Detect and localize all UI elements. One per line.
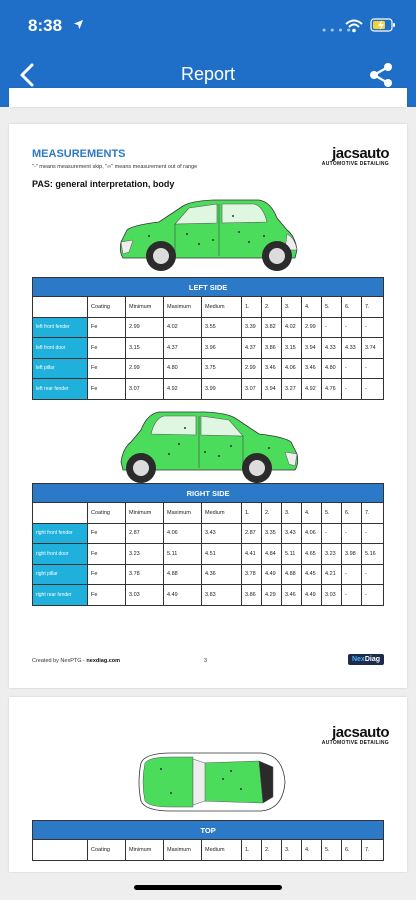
table-cell: 3.94 — [262, 379, 282, 400]
table-cell: 3.35 — [262, 523, 282, 544]
table-cell: 4.02 — [282, 317, 302, 338]
column-header: 6. — [342, 297, 362, 318]
table-cell: - — [322, 523, 342, 544]
table-cell: - — [362, 523, 384, 544]
column-header: 1. — [242, 297, 262, 318]
table-cell: 5.16 — [362, 544, 384, 565]
table-cell: Fe — [88, 338, 126, 359]
table-cell: 4.65 — [302, 544, 322, 565]
measurements-heading: MEASUREMENTS — [32, 148, 126, 160]
table-cell: 3.83 — [202, 585, 242, 606]
table-row — [33, 379, 384, 400]
column-header: 4. — [302, 840, 322, 861]
column-header: 3. — [282, 297, 302, 318]
table-cell: - — [342, 379, 362, 400]
column-header — [33, 503, 88, 524]
table-cell: 3.15 — [282, 338, 302, 359]
table-cell: 3.94 — [302, 338, 322, 359]
table-cell: 3.23 — [322, 544, 342, 565]
table-cell: 4.88 — [164, 564, 202, 585]
table-row — [33, 544, 384, 565]
table-cell: Fe — [88, 317, 126, 338]
left-side-title: LEFT SIDE — [33, 278, 384, 297]
table-cell: 3.39 — [242, 317, 262, 338]
table-cell: - — [342, 523, 362, 544]
table-cell: 3.46 — [282, 585, 302, 606]
table-cell: 4.36 — [202, 564, 242, 585]
table-cell: 3.43 — [282, 523, 302, 544]
table-cell: 4.45 — [302, 564, 322, 585]
table-row — [33, 564, 384, 585]
table-cell: - — [342, 585, 362, 606]
column-header: 5. — [322, 503, 342, 524]
table-cell: 4.06 — [164, 523, 202, 544]
table-cell: 4.80 — [322, 358, 342, 379]
table-cell: - — [322, 317, 342, 338]
column-header: Minimum — [126, 297, 164, 318]
table-cell: 2.87 — [126, 523, 164, 544]
column-header: Coating — [88, 503, 126, 524]
table-cell: 4.02 — [164, 317, 202, 338]
part-name-cell: right front door — [33, 544, 88, 565]
report-page-4 — [9, 697, 407, 872]
part-name-cell: right rear fender — [33, 585, 88, 606]
table-cell: 3.74 — [362, 338, 384, 359]
table-cell: Fe — [88, 544, 126, 565]
column-header — [33, 297, 88, 318]
table-cell: 5.11 — [164, 544, 202, 565]
column-header: 1. — [242, 503, 262, 524]
table-cell: 3.03 — [126, 585, 164, 606]
table-cell: 4.49 — [164, 585, 202, 606]
battery-charging-icon — [370, 18, 396, 32]
table-cell: 3.78 — [126, 564, 164, 585]
table-cell: 3.55 — [202, 317, 242, 338]
table-cell: - — [342, 358, 362, 379]
table-cell: - — [362, 585, 384, 606]
column-header: 7. — [362, 503, 384, 524]
table-cell: 4.06 — [282, 358, 302, 379]
table-cell: 3.15 — [126, 338, 164, 359]
nexdiag-link[interactable]: nexdiag.com — [86, 658, 121, 664]
table-cell: 4.92 — [302, 379, 322, 400]
table-cell: 3.46 — [302, 358, 322, 379]
column-header: 5. — [322, 297, 342, 318]
table-cell: 4.88 — [282, 564, 302, 585]
signal-icon: ● ● ● ● — [322, 27, 352, 34]
table-cell: 4.33 — [342, 338, 362, 359]
column-header: Medium — [202, 840, 242, 861]
table-cell: 4.37 — [164, 338, 202, 359]
table-cell: 3.07 — [242, 379, 262, 400]
column-header: 3. — [282, 840, 302, 861]
table-cell: - — [362, 379, 384, 400]
table-cell: 4.76 — [322, 379, 342, 400]
column-header: Minimum — [126, 840, 164, 861]
table-cell: - — [362, 564, 384, 585]
table-cell: 2.99 — [126, 358, 164, 379]
table-cell: Fe — [88, 564, 126, 585]
car-right-side-diagram — [109, 408, 309, 486]
top-title: TOP — [33, 821, 384, 840]
measurement-note: "-" means measurement skip, "∞" means measurement out of range — [32, 164, 198, 170]
top-table — [32, 820, 384, 861]
table-cell: 3.75 — [202, 358, 242, 379]
table-cell: 4.29 — [262, 585, 282, 606]
right-side-title: RIGHT SIDE — [33, 484, 384, 503]
table-cell: 4.21 — [322, 564, 342, 585]
table-cell: 3.99 — [202, 379, 242, 400]
column-header: 3. — [282, 503, 302, 524]
column-header: 7. — [362, 840, 384, 861]
location-arrow-icon — [73, 19, 84, 30]
table-cell: 3.46 — [262, 358, 282, 379]
car-top-view-diagram — [131, 749, 291, 815]
table-cell: - — [342, 564, 362, 585]
part-name-cell: left pillar — [33, 358, 88, 379]
table-cell: 3.27 — [282, 379, 302, 400]
right-side-table — [32, 483, 384, 606]
table-cell: 2.99 — [126, 317, 164, 338]
table-cell: 4.80 — [164, 358, 202, 379]
table-row — [33, 585, 384, 606]
part-name-cell: left front fender — [33, 317, 88, 338]
table-cell: 4.41 — [242, 544, 262, 565]
column-header: 2. — [262, 503, 282, 524]
table-cell: 4.92 — [164, 379, 202, 400]
previous-page — [9, 88, 407, 107]
table-cell: 4.06 — [302, 523, 322, 544]
page-title: Report — [180, 64, 236, 84]
table-cell: 3.23 — [126, 544, 164, 565]
brand-logo: jacsauto AUTOMOTIVE DETAILING — [321, 724, 389, 746]
page-number: 3 — [204, 658, 208, 664]
table-cell: 4.49 — [302, 585, 322, 606]
table-cell: 5.11 — [282, 544, 302, 565]
car-left-side-diagram — [109, 196, 309, 274]
table-cell: 2.99 — [302, 317, 322, 338]
table-cell: Fe — [88, 585, 126, 606]
home-indicator[interactable] — [134, 885, 282, 890]
table-cell: 2.87 — [242, 523, 262, 544]
column-header: 2. — [262, 840, 282, 861]
table-cell: 3.96 — [202, 338, 242, 359]
column-header: 6. — [342, 840, 362, 861]
column-header: 2. — [262, 297, 282, 318]
left-side-table — [32, 277, 384, 400]
column-header: 4. — [302, 297, 322, 318]
column-header — [33, 840, 88, 861]
column-header: Medium — [202, 297, 242, 318]
table-cell: 4.33 — [322, 338, 342, 359]
table-cell: Fe — [88, 358, 126, 379]
part-name-cell: right pillar — [33, 564, 88, 585]
column-header: Maximum — [164, 297, 202, 318]
table-cell: - — [362, 358, 384, 379]
table-row — [33, 317, 384, 338]
table-cell: 3.78 — [242, 564, 262, 585]
table-cell: - — [362, 317, 384, 338]
table-cell: 4.49 — [262, 564, 282, 585]
table-cell: Fe — [88, 523, 126, 544]
column-header: 6. — [342, 503, 362, 524]
table-cell: - — [342, 317, 362, 338]
column-header: 5. — [322, 840, 342, 861]
column-header: Maximum — [164, 503, 202, 524]
table-cell: 3.43 — [202, 523, 242, 544]
table-row — [33, 523, 384, 544]
report-page-3 — [9, 124, 407, 688]
column-header: Coating — [88, 840, 126, 861]
table-cell: 2.99 — [242, 358, 262, 379]
table-cell: 4.84 — [262, 544, 282, 565]
table-row — [33, 338, 384, 359]
table-cell: 3.86 — [242, 585, 262, 606]
column-header: Coating — [88, 297, 126, 318]
column-header: 1. — [242, 840, 262, 861]
column-header: 7. — [362, 297, 384, 318]
wifi-icon — [345, 19, 363, 33]
table-cell: 4.51 — [202, 544, 242, 565]
table-row — [33, 358, 384, 379]
share-button[interactable] — [366, 60, 396, 90]
column-header: Maximum — [164, 840, 202, 861]
part-name-cell: left rear fender — [33, 379, 88, 400]
nexdiag-logo: NexDiag — [348, 654, 384, 665]
brand-logo: jacsauto AUTOMOTIVE DETAILING — [321, 145, 389, 167]
column-header: Minimum — [126, 503, 164, 524]
table-cell: 3.86 — [262, 338, 282, 359]
pas-subheading: PAS: general interpretation, body — [32, 179, 175, 189]
part-name-cell: left front door — [33, 338, 88, 359]
part-name-cell: right front fender — [33, 523, 88, 544]
table-cell: Fe — [88, 379, 126, 400]
report-footer-credit: Created by NexPTG - nexdiag.com — [32, 658, 121, 664]
status-time: 8:38 — [28, 16, 63, 35]
table-cell: 3.98 — [342, 544, 362, 565]
table-cell: 3.82 — [262, 317, 282, 338]
table-cell: 3.03 — [322, 585, 342, 606]
column-header: 4. — [302, 503, 322, 524]
table-cell: 3.07 — [126, 379, 164, 400]
column-header: Medium — [202, 503, 242, 524]
table-cell: 4.37 — [242, 338, 262, 359]
